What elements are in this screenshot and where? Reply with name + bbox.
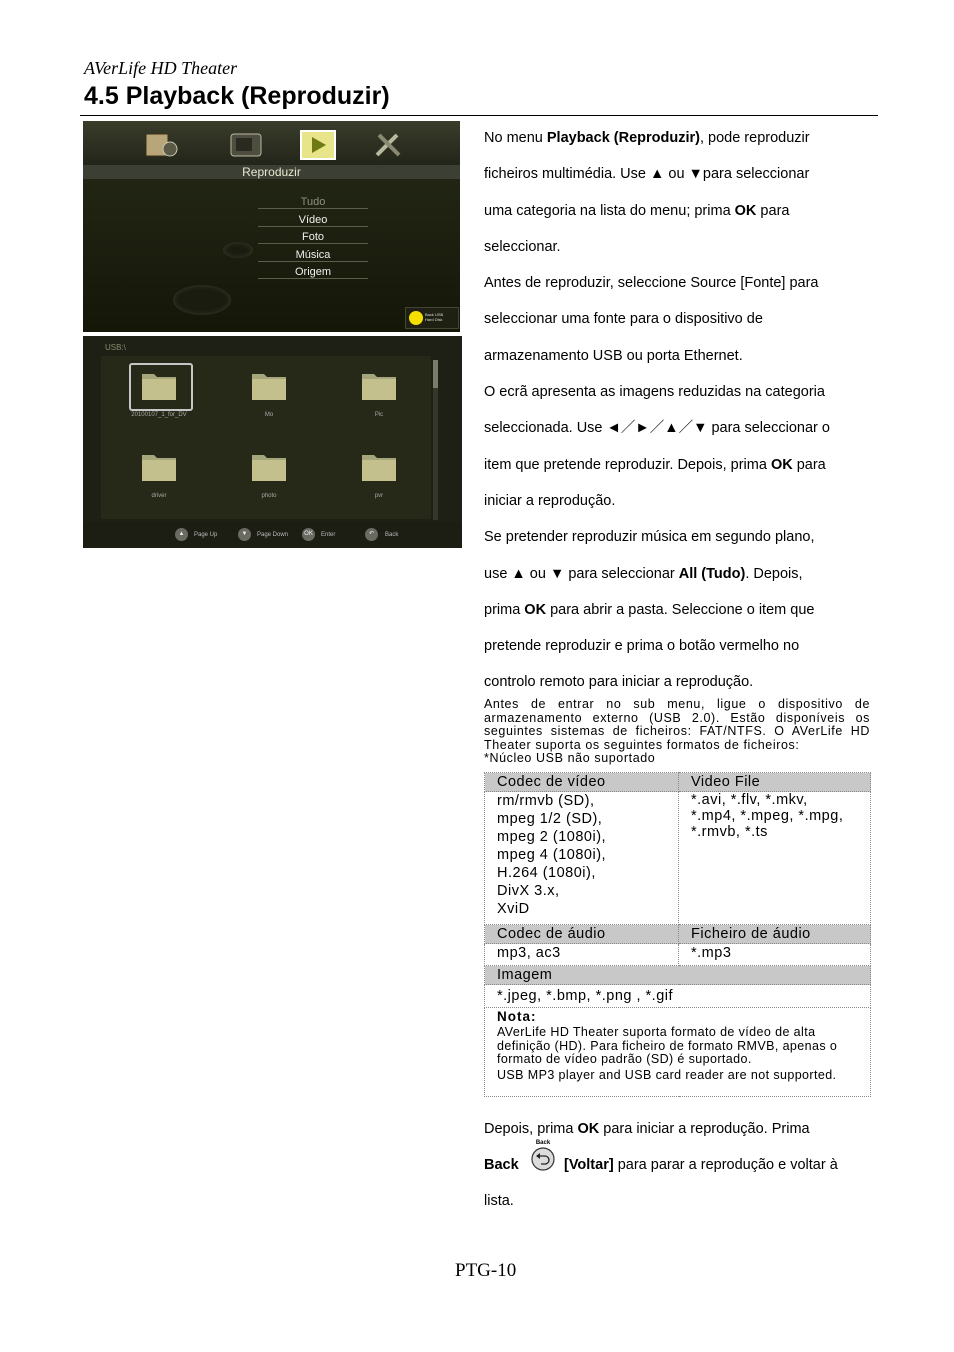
title-rule [80, 115, 878, 116]
back-label: Back [385, 532, 399, 538]
folder-icon[interactable] [250, 449, 288, 483]
footer-back-label: Back [484, 1157, 519, 1173]
page-up-icon: ▲ [175, 528, 188, 541]
back-icon: ↶ [365, 528, 378, 541]
usb-note: Antes de entrar no sub menu, ligue o dispositivo de armazenamento externo (USB 2.0). Estão disponíveis os seguintes sistemas de ficheiros: FAT/NTFS. O AVerLife HD Theater suporta os seguintes formatos de ficheiros: *Núcleo USB não suportado [484, 697, 870, 766]
folder-label: Mo [264, 412, 274, 418]
back-hint [405, 307, 459, 329]
menu-item-origem[interactable]: Origem [258, 266, 368, 279]
file-browser-screenshot [83, 336, 462, 548]
audio-file-cell: *.mp3 [679, 944, 871, 966]
footer-text-line3: lista. [484, 1193, 514, 1209]
back-hint-text: Back USB Hard Disk [425, 312, 444, 322]
playback-menu-screenshot [83, 121, 460, 332]
folder-label: pvr [374, 493, 384, 499]
menu-title: Reproduzir [242, 165, 301, 179]
tv-icon [228, 131, 264, 159]
paragraph-playback-menu: No menu Playback (Reproduzir), pode reproduzir ficheiros multimédia. Use ▲ ou ▼para seleccionar uma categoria na lista do menu; prima OK para seleccionar. Antes de reproduzir, seleccione Source [Fonte] para seleccionar uma fonte para o dispositivo de armazenamento USB ou porta Ethernet. O ecrã apresenta as imagens reduzidas na categoria seleccionada. Use ◄／►／▲／▼ para seleccionar o item que pretende reproduzir. Depois, prima OK para iniciar a reprodução. Se pretender reproduzir música em segundo plano, use ▲ ou ▼ para seleccionar All (Tudo). Depois, prima OK para abrir a pasta. Seleccione o item que pretende reproduzir e prima o botão vermelho no controlo remoto para iniciar a reprodução. [484, 130, 830, 691]
footer-text-line1: Depois, prima OK para iniciar a reprodução. Prima [484, 1121, 810, 1137]
page-down-label: Page Down [257, 532, 289, 538]
play-icon [299, 129, 339, 161]
folder-icon[interactable] [360, 449, 398, 483]
video-files-cell: *.avi, *.flv, *.mkv, *.mp4, *.mpeg, *.mpg, *.rmvb, *.ts [679, 792, 871, 925]
decorative-oval [223, 242, 253, 258]
breadcrumb: USB:\ [105, 343, 126, 352]
scrollbar[interactable] [433, 360, 438, 520]
folder-icon[interactable] [360, 368, 398, 402]
browser-footer [83, 522, 462, 548]
menu-item-tudo[interactable]: Tudo [258, 196, 368, 209]
menu-item-musica[interactable]: Música [258, 249, 368, 262]
folder-icon[interactable] [250, 368, 288, 402]
tools-icon [371, 131, 407, 159]
video-codec-header: Codec de vídeo [485, 773, 679, 792]
folder-label: photo [261, 493, 277, 499]
menu-item-foto[interactable]: Foto [258, 231, 368, 244]
folder-icon[interactable] [140, 449, 178, 483]
menu-item-video[interactable]: Vídeo [258, 214, 368, 227]
decorative-oval [173, 285, 231, 315]
image-files-cell: *.jpeg, *.bmp, *.png , *.gif [485, 985, 871, 1008]
footer-text-line2: [Voltar] para parar a reprodução e voltar à [564, 1157, 838, 1173]
folder-label: Pic [374, 412, 384, 418]
folder-label: 20100107_1_for_DV [131, 412, 187, 418]
video-file-header: Video File [679, 773, 871, 792]
page-up-label: Page Up [194, 532, 218, 538]
folder-label: driver [151, 493, 167, 499]
running-head: AVerLife HD Theater [84, 58, 238, 78]
section-title: 4.5 Playback (Reproduzir) [84, 82, 390, 110]
media-icon [143, 131, 179, 159]
audio-codec-cell: mp3, ac3 [485, 944, 679, 966]
image-header: Imagem [485, 966, 871, 985]
enter-label: Enter [321, 532, 336, 538]
note-cell: Nota: AVerLife HD Theater suporta formato de vídeo de alta definição (HD). Para ficheiro de formato RMVB, apenas o formato de vídeo padrão (SD) é suportado. USB MP3 player and USB card reader are not supported. [485, 1008, 871, 1097]
audio-file-header: Ficheiro de áudio [679, 925, 871, 944]
audio-codec-header: Codec de áudio [485, 925, 679, 944]
yellow-button-icon [409, 311, 423, 325]
page-down-icon: ▼ [238, 528, 251, 541]
video-codecs-cell: rm/rmvb (SD), mpeg 1/2 (SD), mpeg 2 (1080i), mpeg 4 (1080i), H.264 (1080i), DivX 3.x, XviD [485, 792, 679, 925]
supported-formats-table [484, 772, 871, 1097]
ok-icon: OK [302, 528, 315, 541]
back-button-icon: Back [530, 1140, 556, 1172]
folder-icon[interactable] [140, 368, 178, 402]
page-number: PTG-10 [455, 1260, 517, 1281]
